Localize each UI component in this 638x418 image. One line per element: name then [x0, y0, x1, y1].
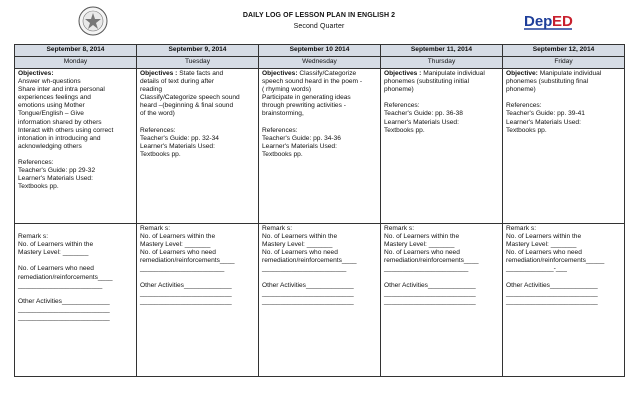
objective-line: Textbooks pp. [262, 150, 303, 158]
remarks-line: _______________________ [18, 281, 103, 289]
objectives-row [15, 69, 625, 224]
objective-label: Objectives: [18, 70, 54, 77]
objective-line: intonation in introducing and [18, 134, 101, 142]
objective-line: phoneme) [384, 86, 414, 94]
objective-label: Objective: [506, 70, 538, 77]
remarks-line: remediation/reinforcements____ [140, 257, 235, 265]
date-cell: September 9, 2014 [137, 45, 259, 57]
remarks-line: _______________________ [384, 265, 469, 273]
deped-seal-logo [78, 6, 108, 36]
remarks-line: _________________________ [384, 297, 476, 305]
remarks-line: remediation/reinforcements____ [384, 257, 479, 265]
objective-line: details of text during after [140, 78, 215, 86]
date-cell: September 11, 2014 [381, 45, 503, 57]
remarks-line: Other Activities_____________ [262, 281, 354, 289]
objective-line: References: [18, 159, 54, 167]
objective-line: Learner's Materials Used: [384, 118, 459, 126]
objective-line: speech sound heard in the poem - [262, 78, 363, 86]
objective-line: References: [384, 102, 420, 110]
remarks-line [18, 225, 133, 233]
remarks-line: Other Activities_____________ [506, 281, 598, 289]
remarks-line [506, 274, 621, 282]
objective-line: Textbooks pp. [140, 150, 181, 158]
remarks-line: remediation/reinforcements____ [18, 273, 113, 281]
remarks-line: No. of Learners within the [506, 233, 582, 241]
remarks-line: _________________________ [18, 305, 110, 313]
objective-line: Teacher's Guide: pp. 34-36 [262, 134, 341, 142]
objective-line: information shared by others [18, 118, 102, 126]
remarks-cell [503, 224, 625, 377]
remarks-line [140, 274, 255, 282]
remarks-line [384, 274, 499, 282]
remarks-line: remediation/reinforcements____ [262, 257, 357, 265]
remarks-line: _________________________ [506, 289, 598, 297]
remarks-line: Other Activities_____________ [384, 281, 476, 289]
objectives-cell [259, 69, 381, 224]
objective-line: phonemes (substituting final [506, 78, 589, 86]
remarks-row [15, 224, 625, 377]
objective-line [262, 119, 377, 127]
objective-line: Teacher's Guide: pp. 32-34 [140, 134, 219, 142]
objective-heading [18, 70, 133, 78]
objective-line: Interact with others using correct [18, 126, 114, 134]
objective-line: acknowledging others [18, 142, 82, 150]
objective-line: phonemes (substituting initial [384, 78, 470, 86]
remarks-line: _________________________ [262, 289, 354, 297]
objective-line [18, 151, 133, 159]
objective-heading [140, 70, 255, 78]
remarks-line: Mastery Level: _______ [384, 241, 455, 249]
objective-line: References: [140, 126, 176, 134]
remarks-line: _________________________ [140, 297, 232, 305]
objectives-cell [15, 69, 137, 224]
remarks-line: No. of Learners who need [140, 249, 216, 257]
remarks-line: _______________________ [140, 265, 225, 273]
objective-line [140, 119, 255, 127]
day-cell: Monday [15, 57, 137, 69]
remarks-cell [137, 224, 259, 377]
date-cell: September 10 2014 [259, 45, 381, 57]
day-cell: Tuesday [137, 57, 259, 69]
objective-line: Learner's Materials Used: [18, 175, 93, 183]
remarks-line: Mastery Level: _______ [18, 249, 89, 257]
remarks-line: _________________________ [506, 297, 598, 305]
remarks-line [262, 274, 377, 282]
objective-line: heard –(beginning & final sound [140, 102, 234, 110]
objective-line: ( rhyming words) [262, 86, 312, 94]
objective-line: References: [262, 126, 298, 134]
remarks-line: No. of Learners who need [384, 249, 460, 257]
remarks-line: Other Activities_____________ [18, 297, 110, 305]
objective-heading [384, 70, 499, 78]
remarks-line: No. of Learners who need [262, 249, 338, 257]
remarks-line: remediation/reinforcements_____ [506, 257, 605, 265]
objective-line: Learner's Materials Used: [140, 142, 215, 150]
remarks-line: No. of Learners who need [506, 249, 582, 257]
remarks-line: No. of Learners within the [384, 233, 460, 241]
date-header-row [15, 45, 625, 57]
objective-line: Learner's Materials Used: [262, 142, 337, 150]
objective-line: brainstorming, [262, 110, 304, 118]
objective-text: Classify/Categorize [297, 70, 357, 77]
day-cell: Wednesday [259, 57, 381, 69]
svg-text:ED: ED [552, 13, 573, 30]
objective-text: Manipulate individual [537, 70, 602, 77]
objective-line: Teacher's Guide: pp. 36-38 [384, 110, 463, 118]
objective-line: Textbooks pp. [384, 126, 425, 134]
svg-text:Dep: Dep [524, 13, 553, 30]
remarks-line: _________________________ [384, 289, 476, 297]
remarks-cell [381, 224, 503, 377]
remarks-line: _________________________ [262, 297, 354, 305]
remarks-line: Remark s: [506, 225, 537, 232]
objective-line: of the word) [140, 110, 175, 118]
day-cell: Friday [503, 57, 625, 69]
day-header-row [15, 57, 625, 69]
remarks-line: No. of Learners within the [18, 241, 94, 249]
objective-text: Manipulate individual [421, 70, 485, 77]
remarks-line: _______________________ [262, 265, 347, 273]
objectives-cell [503, 69, 625, 224]
remarks-line: Remark s: [140, 225, 171, 232]
objective-line: Textbooks pp. [18, 183, 59, 191]
remarks-line: _________________________ [18, 314, 110, 322]
objective-line: emotions using Mother [18, 102, 85, 110]
objective-heading [262, 70, 377, 78]
objective-label: Objectives : [384, 70, 422, 77]
remarks-line: Mastery Level: _______ [140, 241, 211, 249]
remarks-line: No. of Learners who need [18, 265, 94, 273]
objectives-cell [137, 69, 259, 224]
objective-line: Answer wh-questions [18, 78, 81, 86]
objectives-cell [381, 69, 503, 224]
remarks-line: No. of Learners within the [140, 233, 216, 241]
page-subtitle: Second Quarter [293, 23, 345, 30]
date-cell: September 8, 2014 [15, 45, 137, 57]
objective-line: Share inter and intra personal [18, 86, 105, 94]
objective-line: Teacher's Guide: pp. 39-41 [506, 110, 585, 118]
objective-line [384, 94, 499, 102]
remarks-line: Mastery Level: _______ [262, 241, 333, 249]
remarks-line: Other Activities_____________ [140, 281, 232, 289]
objective-line: experiences feelings and [18, 94, 91, 102]
remarks-line: Remark s: [18, 233, 49, 241]
objective-line: Teacher's Guide: pp 29-32 [18, 167, 96, 175]
remarks-line [18, 257, 133, 265]
objective-line: reading [140, 86, 162, 94]
objective-line: phoneme) [506, 86, 536, 94]
objective-line: Participate in generating ideas [262, 94, 351, 102]
remarks-line: _____________-___ [506, 265, 567, 273]
objective-line: References: [506, 102, 542, 110]
remarks-line: Remark s: [384, 225, 415, 232]
remarks-line [18, 290, 133, 298]
lesson-plan-table [14, 44, 625, 377]
objective-line: Textbooks pp. [506, 126, 547, 134]
remarks-line: _________________________ [140, 289, 232, 297]
date-cell: September 12, 2014 [503, 45, 625, 57]
objective-line: Classify/Categorize speech sound [140, 94, 240, 102]
objective-label: Objectives : [140, 70, 178, 77]
remarks-cell [15, 224, 137, 377]
objective-line: through prewriting activities - [262, 102, 346, 110]
remarks-line: Remark s: [262, 225, 293, 232]
page-title: DAILY LOG OF LESSON PLAN IN ENGLISH 2 [242, 12, 396, 19]
remarks-cell [259, 224, 381, 377]
day-cell: Thursday [381, 57, 503, 69]
remarks-line: Mastery Level: _______ [506, 241, 577, 249]
objective-line [506, 94, 621, 102]
objective-label: Objectives: [262, 70, 298, 77]
objective-line: Learner's Materials Used: [506, 118, 581, 126]
objective-line: Tongue/English – Give [18, 110, 84, 118]
objective-text: State facts and [177, 70, 224, 77]
objective-heading [506, 70, 621, 78]
remarks-line: No. of Learners within the [262, 233, 338, 241]
